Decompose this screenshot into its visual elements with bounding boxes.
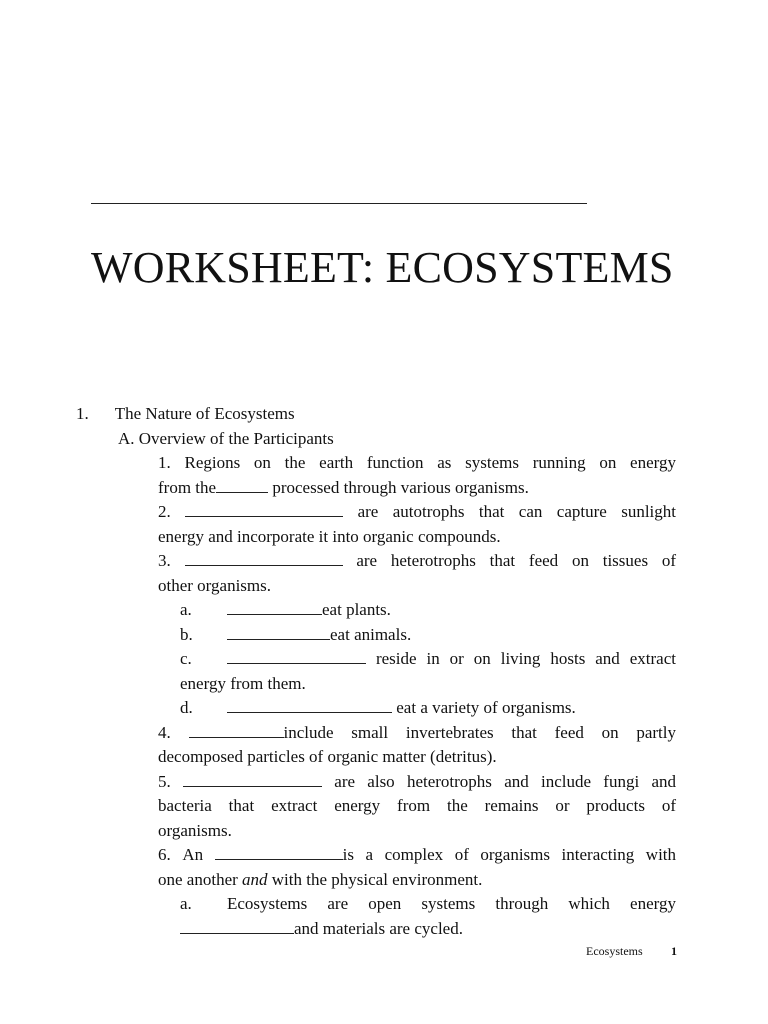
sub-item-d-text [227,696,576,721]
item-2-number: 2. [158,502,171,521]
item-2-line-2: energy and incorporate it into organic compounds. [158,526,501,546]
sub-item-6a-text: Ecosystems are open systems through which energy [227,894,676,913]
sub-item-c-line-2: energy from them. [180,673,306,693]
item-2-text: are autotrophs that can capture sunlight [357,502,676,521]
sub-a-letter: a. [180,600,192,619]
item-5-line-1 [158,770,676,795]
blank-sub-b[interactable] [227,624,330,640]
item-3-line-1 [158,549,676,574]
item-3-number: 3. [158,551,171,570]
item-3-line-2: other organisms. [158,575,272,595]
section-number: 1. [76,404,89,423]
item-5-line-3: organisms. [158,820,232,840]
item-1-post: processed through various organisms. [272,477,529,497]
item-6-number: 6. [158,845,171,864]
item-6-word: An [182,845,204,864]
section-label: The Nature of Ecosystems [114,404,295,423]
blank-sub-c[interactable] [227,648,366,664]
sub-d-letter: d. [180,698,193,717]
subsection-letter: A. [118,428,135,448]
sub-item-d [180,696,193,721]
blank-5[interactable] [183,771,322,787]
sub-6a-line-2-text: and materials are cycled. [294,918,463,938]
sub-item-b [180,623,193,648]
blank-sub-d[interactable] [227,697,392,713]
sub-item-a-text [227,598,391,623]
item-5-line-2: bacteria that extract energy from the remains or products of [158,796,676,815]
item-6-line-1 [158,843,676,868]
sub-d-text: eat a variety of organisms. [396,698,576,717]
sub-item-6a [180,892,192,917]
page-number: 1 [671,944,677,958]
item-1-line-1 [158,451,676,476]
item-1-line-2 [158,476,529,501]
item-5-text: are also heterotrophs and include fungi and [334,771,676,791]
sub-c-text: reside in or on living hosts and extract [375,649,676,668]
item-4-text: include small invertebrates that feed on partly [283,722,676,742]
item-2-line-1 [158,500,676,525]
item-5-number: 5. [158,771,171,791]
sub-b-letter: b. [180,624,193,644]
item-6-emphasis: and [242,869,268,889]
blank-6a[interactable] [180,918,294,934]
item-6-line-2-post: with the physical environment. [271,869,483,889]
sub-6a-letter: a. [180,894,192,913]
item-4-line-2: decomposed particles of organic matter (detritus). [158,747,497,766]
blank-6[interactable] [215,844,343,860]
item-6-text: is a complex of organisms interacting with [342,845,677,864]
worksheet-title: WORKSHEET: ECOSYSTEMS [91,243,674,292]
sub-item-b-text [227,623,411,648]
subsection-heading [118,427,334,452]
subsection-label: Overview of the Participants [138,428,334,448]
blank-2[interactable] [185,501,343,517]
item-6-line-2-pre: one another [158,869,238,889]
top-rule [91,203,587,204]
item-6-line-2 [158,868,482,893]
sub-b-text: eat animals. [330,624,412,644]
section-heading [76,402,295,427]
blank-4[interactable] [189,722,284,738]
sub-c-letter: c. [180,649,192,668]
item-4-line-1 [158,721,676,746]
blank-sub-a[interactable] [227,599,322,615]
blank-1[interactable] [216,477,268,493]
sub-item-6a-line-2 [180,917,463,942]
item-3-text: are heterotrophs that feed on tissues of [356,551,677,570]
item-4-number: 4. [158,722,171,742]
sub-item-c-text [227,647,676,672]
footer-label: Ecosystems [586,944,643,958]
sub-item-c [180,647,192,672]
item-1-number: 1. [158,453,171,472]
blank-3[interactable] [185,550,343,566]
item-1-pre: from the [158,477,217,497]
sub-a-text: eat plants. [322,600,391,619]
sub-item-a [180,598,192,623]
item-1-text: Regions on the earth function as systems running on energy [184,453,677,472]
